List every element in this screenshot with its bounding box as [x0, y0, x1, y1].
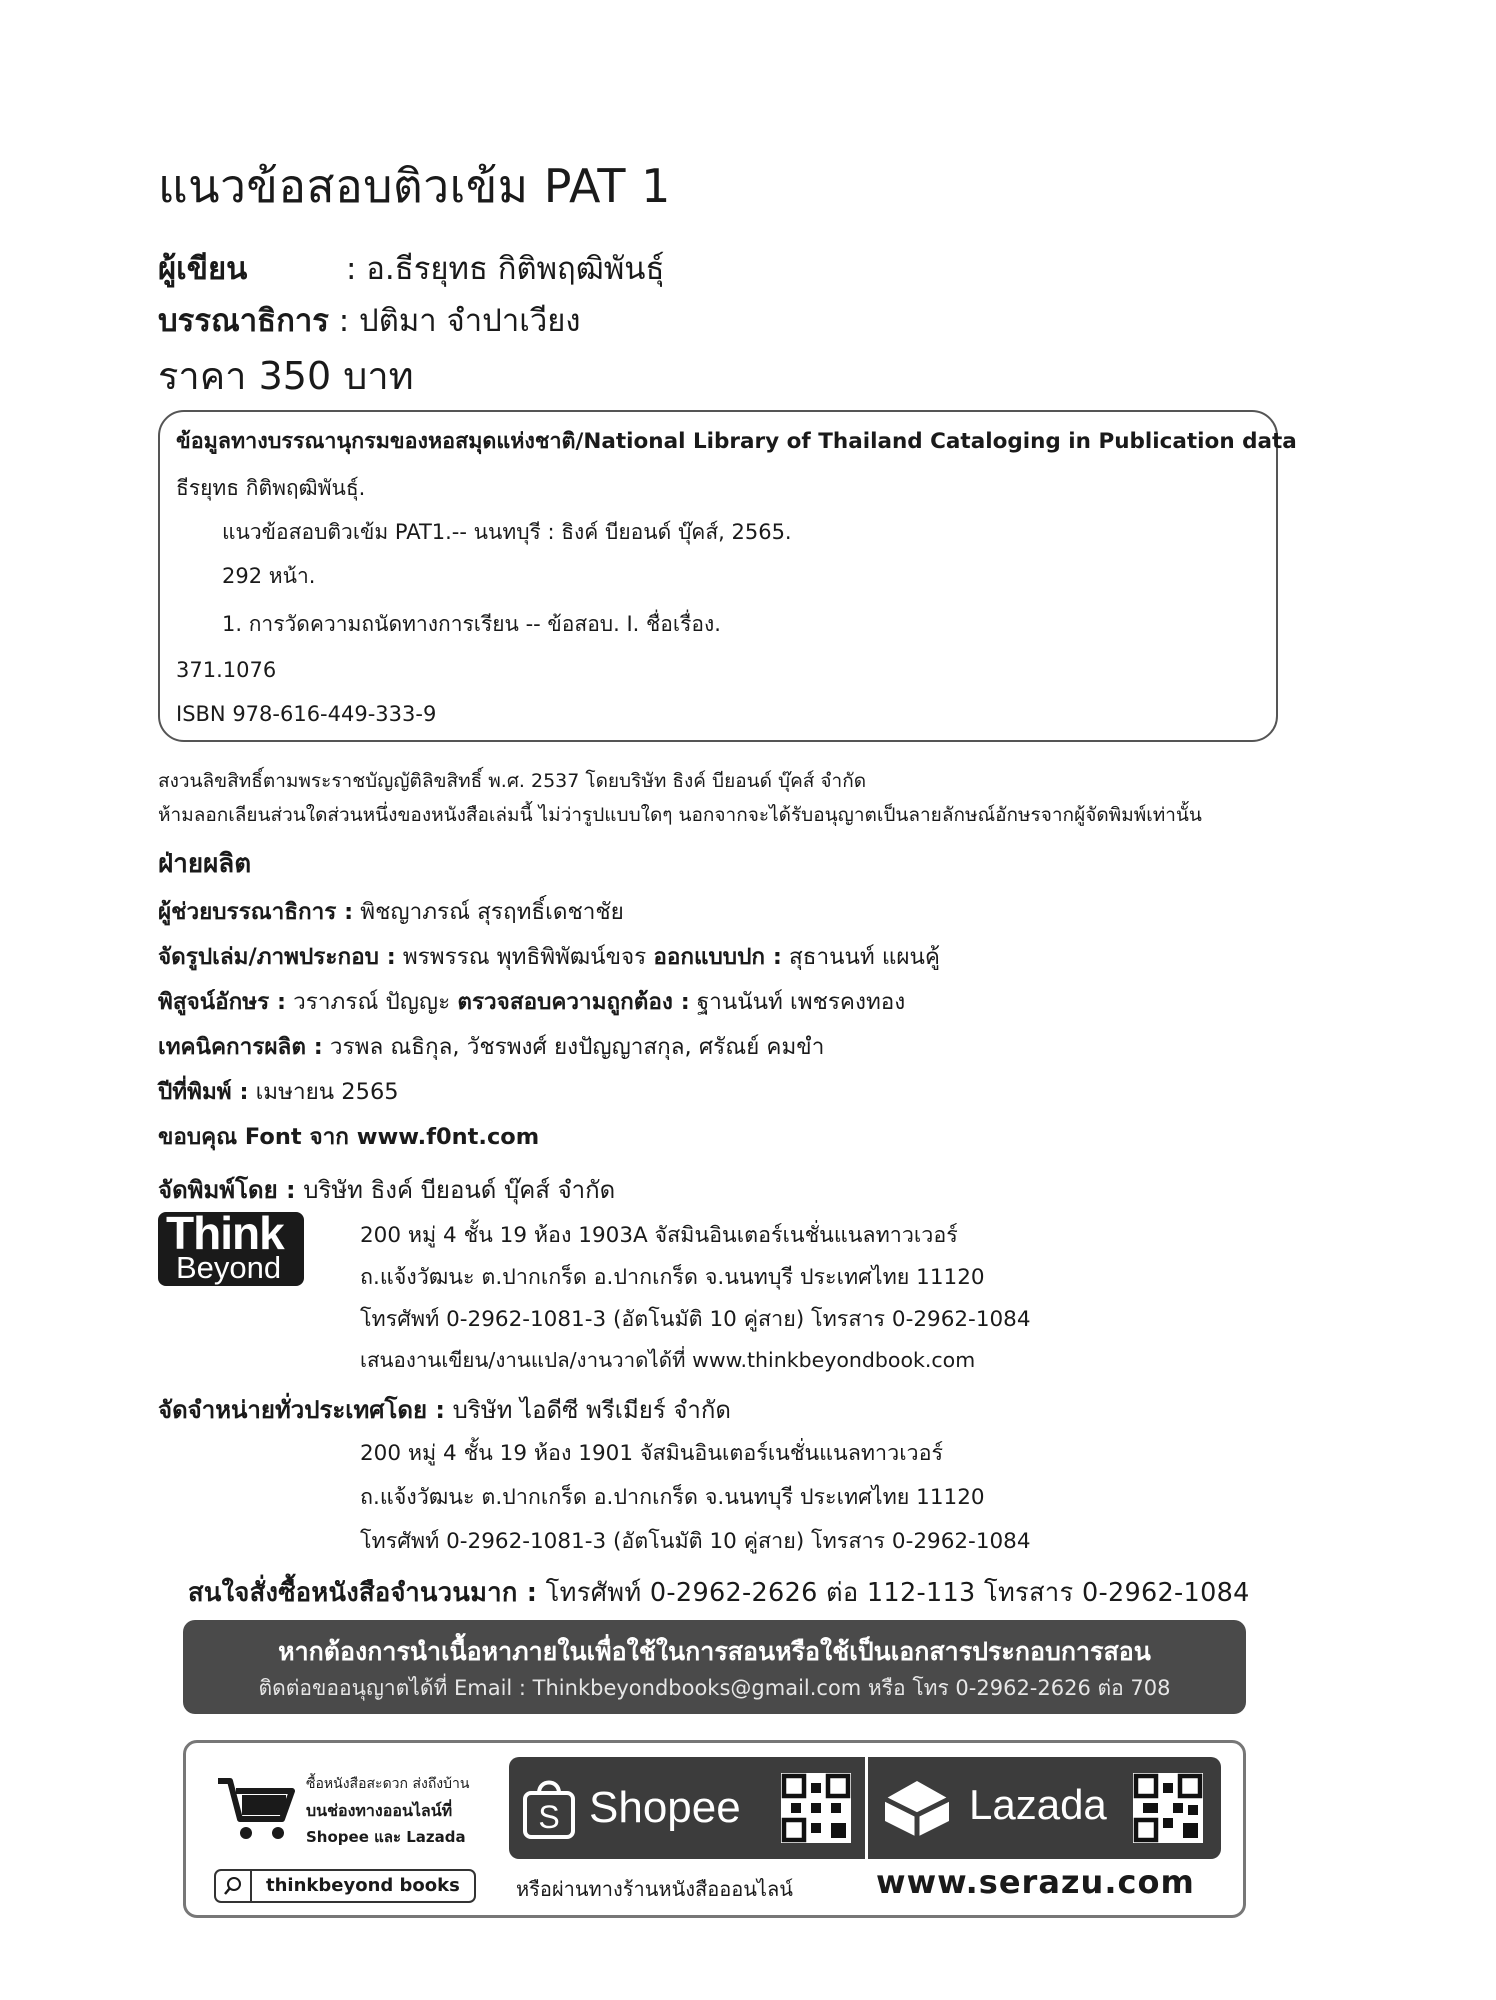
- shopee-bag-icon[interactable]: [521, 1775, 577, 1841]
- editor-row: [158, 295, 581, 345]
- online-store-text: หรือผ่านทางร้านหนังสือออนไลน์: [516, 1877, 793, 1901]
- distributor-phone: โทรศัพท์ 0-2962-1081-3 (อัตโนมัติ 10 คู่สาย) โทรสาร 0-2962-1084: [360, 1529, 1031, 1554]
- accuracy-label: ตรวจสอบความถูกต้อง :: [457, 989, 690, 1015]
- think-beyond-logo: [158, 1207, 304, 1286]
- copyright-line-2: ห้ามลอกเลียนส่วนใดส่วนหนึ่งของหนังสือเล่มนี้ ไม่ว่ารูปแบบใดๆ นอกจากจะได้รับอนุญาตเป็นลายลักษณ์อักษรจากผู้จัดพิมพ์เท่านั้น: [158, 804, 1202, 826]
- bulk-order-value: โทรศัพท์ 0-2962-2626 ต่อ 112-113 โทรสาร 0-2962-1084: [537, 1578, 1250, 1608]
- author-value: : อ.ธีรยุทธ กิติพฤฒิพันธุ์: [346, 251, 665, 287]
- font-thanks-text: ขอบคุณ Font จาก www.f0nt.com: [158, 1124, 540, 1150]
- cip-heading: ข้อมูลทางบรรณานุกรมของหอสมุดแห่งชาติ/National Library of Thailand Cataloging in Publication data: [176, 429, 1297, 454]
- shopee-label[interactable]: Shopee: [589, 1783, 741, 1832]
- distributor-address-2: ถ.แจ้งวัฒนะ ต.ปากเกร็ด อ.ปากเกร็ด จ.นนทบุรี ประเทศไทย 11120: [360, 1485, 985, 1510]
- production-heading: ฝ่ายผลิต: [158, 849, 252, 879]
- publisher-value: บริษัท ธิงค์ บียอนด์ บุ๊คส์ จำกัด: [295, 1176, 616, 1204]
- accuracy-value: ฐานนันท์ เพชรคงทอง: [689, 989, 906, 1015]
- publisher-phone: โทรศัพท์ 0-2962-1081-3 (อัตโนมัติ 10 คู่สาย) โทรสาร 0-2962-1084: [360, 1307, 1031, 1332]
- cover-label: ออกแบบปก :: [653, 944, 782, 970]
- cover-value: สุธานนท์ แผนคู้: [781, 944, 940, 970]
- proof-row: [158, 983, 905, 1019]
- publisher-address-2: ถ.แจ้งวัฒนะ ต.ปากเกร็ด อ.ปากเกร็ด จ.นนทบุรี ประเทศไทย 11120: [360, 1265, 985, 1290]
- editor-label: บรรณาธิการ: [158, 303, 329, 339]
- svg-text:S: S: [538, 1799, 560, 1835]
- logo-line-1: Think: [166, 1207, 284, 1259]
- editor-value: : ปติมา จำปาเวียง: [328, 303, 581, 339]
- cip-classification: 371.1076: [176, 658, 277, 682]
- marketplace-bar: [509, 1757, 1221, 1859]
- publisher-address-1: 200 หมู่ 4 ชั้น 19 ห้อง 1903A จัสมินอินเตอร์เนชั่นแนลทาวเวอร์: [360, 1223, 958, 1248]
- assistant-editor-row: [158, 893, 624, 929]
- layout-value: พรพรรณ พุทธิพิพัฒน์ขจร: [395, 944, 654, 970]
- search-icon: [222, 1875, 244, 1897]
- proof-value: วราภรณ์ ปัญญะ: [286, 989, 458, 1015]
- technical-value: วรพล ณธิกุล, วัชรพงศ์ ยงปัญญาสกุล, ศรัณย์ คมขำ: [322, 1034, 825, 1060]
- lazada-label[interactable]: Lazada: [969, 1781, 1107, 1828]
- distributor-row: [158, 1390, 731, 1429]
- assistant-editor-value: พิชญาภรณ์ สุรฤทธิ์เดชาชัย: [353, 899, 624, 925]
- publisher-row: [158, 1170, 615, 1209]
- assistant-editor-label: ผู้ช่วยบรรณาธิการ :: [158, 899, 354, 925]
- notice-line-1: หากต้องการนำเนื้อหาภายในเพื่อใช้ในการสอนหรือใช้เป็นเอกสารประกอบการสอน: [278, 1637, 1151, 1666]
- layout-row: [158, 938, 940, 974]
- layout-label: จัดรูปเล่ม/ภาพประกอบ :: [158, 944, 396, 970]
- bulk-order-row: [188, 1573, 1250, 1613]
- distributor-address-1: 200 หมู่ 4 ชั้น 19 ห้อง 1901 จัสมินอินเตอร์เนชั่นแนลทาวเวอร์: [360, 1441, 944, 1466]
- author-label: ผู้เขียน: [158, 251, 248, 287]
- publisher-submissions: เสนองานเขียน/งานแปล/งานวาดได้ที่ www.thinkbeyondbook.com: [360, 1348, 976, 1372]
- distributor-value: บริษัท ไอดีซี พรีเมียร์ จำกัด: [445, 1396, 731, 1424]
- serazu-link[interactable]: www.serazu.com: [876, 1863, 1195, 1901]
- year-row: [158, 1073, 399, 1109]
- book-title: แนวข้อสอบติวเข้ม PAT 1: [158, 159, 671, 213]
- cip-isbn: ISBN 978-616-449-333-9: [176, 702, 437, 726]
- online-shop-box: [183, 1740, 1246, 1918]
- shop-promo-2: บนช่องทางออนไลน์ที่: [306, 1801, 453, 1820]
- year-value: เมษายน 2565: [248, 1079, 399, 1105]
- notice-line-2: ติดต่อขออนุญาตได้ที่ Email : Thinkbeyondbooks@gmail.com หรือ โทร 0-2962-2626 ต่อ 708: [258, 1676, 1171, 1700]
- author-row: [158, 243, 664, 293]
- search-thinkbeyond[interactable]: [214, 1869, 476, 1903]
- shop-promo-3: Shopee และ Lazada: [306, 1828, 466, 1846]
- technical-label: เทคนิคการผลิต :: [158, 1034, 323, 1060]
- shop-promo-1: ซื้อหนังสือสะดวก ส่งถึงบ้าน: [306, 1776, 470, 1792]
- cart-icon: [216, 1773, 296, 1843]
- lazada-box-icon[interactable]: [881, 1775, 953, 1841]
- font-thanks: [158, 1118, 539, 1154]
- proof-label: พิสูจน์อักษร :: [158, 989, 287, 1015]
- copyright-line-1: สงวนลิขสิทธิ์ตามพระราชบัญญัติลิขสิทธิ์ พ.ศ. 2537 โดยบริษัท ธิงค์ บียอนด์ บุ๊คส์ จำกัด: [158, 770, 867, 792]
- search-text: thinkbeyond books: [266, 1875, 460, 1896]
- price: ราคา 350 บาท: [158, 354, 414, 398]
- cip-author: ธีรยุทธ กิติพฤฒิพันธุ์.: [176, 476, 366, 500]
- technical-row: [158, 1028, 824, 1064]
- year-label: ปีที่พิมพ์ :: [158, 1079, 249, 1105]
- cip-subjects: 1. การวัดความถนัดทางการเรียน -- ข้อสอบ. I. ชื่อเรื่อง.: [222, 612, 721, 636]
- bulk-order-label: สนใจสั่งซื้อหนังสือจำนวนมาก :: [188, 1578, 538, 1608]
- qr-code-icon[interactable]: [781, 1773, 851, 1843]
- cip-box: [158, 410, 1297, 742]
- cip-title-line: แนวข้อสอบติวเข้ม PAT1.-- นนทบุรี : ธิงค์ บียอนด์ บุ๊คส์, 2565.: [222, 520, 792, 544]
- qr-code-icon[interactable]: [1133, 1773, 1203, 1843]
- logo-line-2: Beyond: [176, 1250, 282, 1285]
- cip-pages: 292 หน้า.: [222, 564, 316, 588]
- distributor-label: จัดจำหน่ายทั่วประเทศโดย :: [158, 1396, 446, 1424]
- publisher-label: จัดพิมพ์โดย :: [158, 1176, 296, 1204]
- teaching-use-notice: [183, 1620, 1246, 1714]
